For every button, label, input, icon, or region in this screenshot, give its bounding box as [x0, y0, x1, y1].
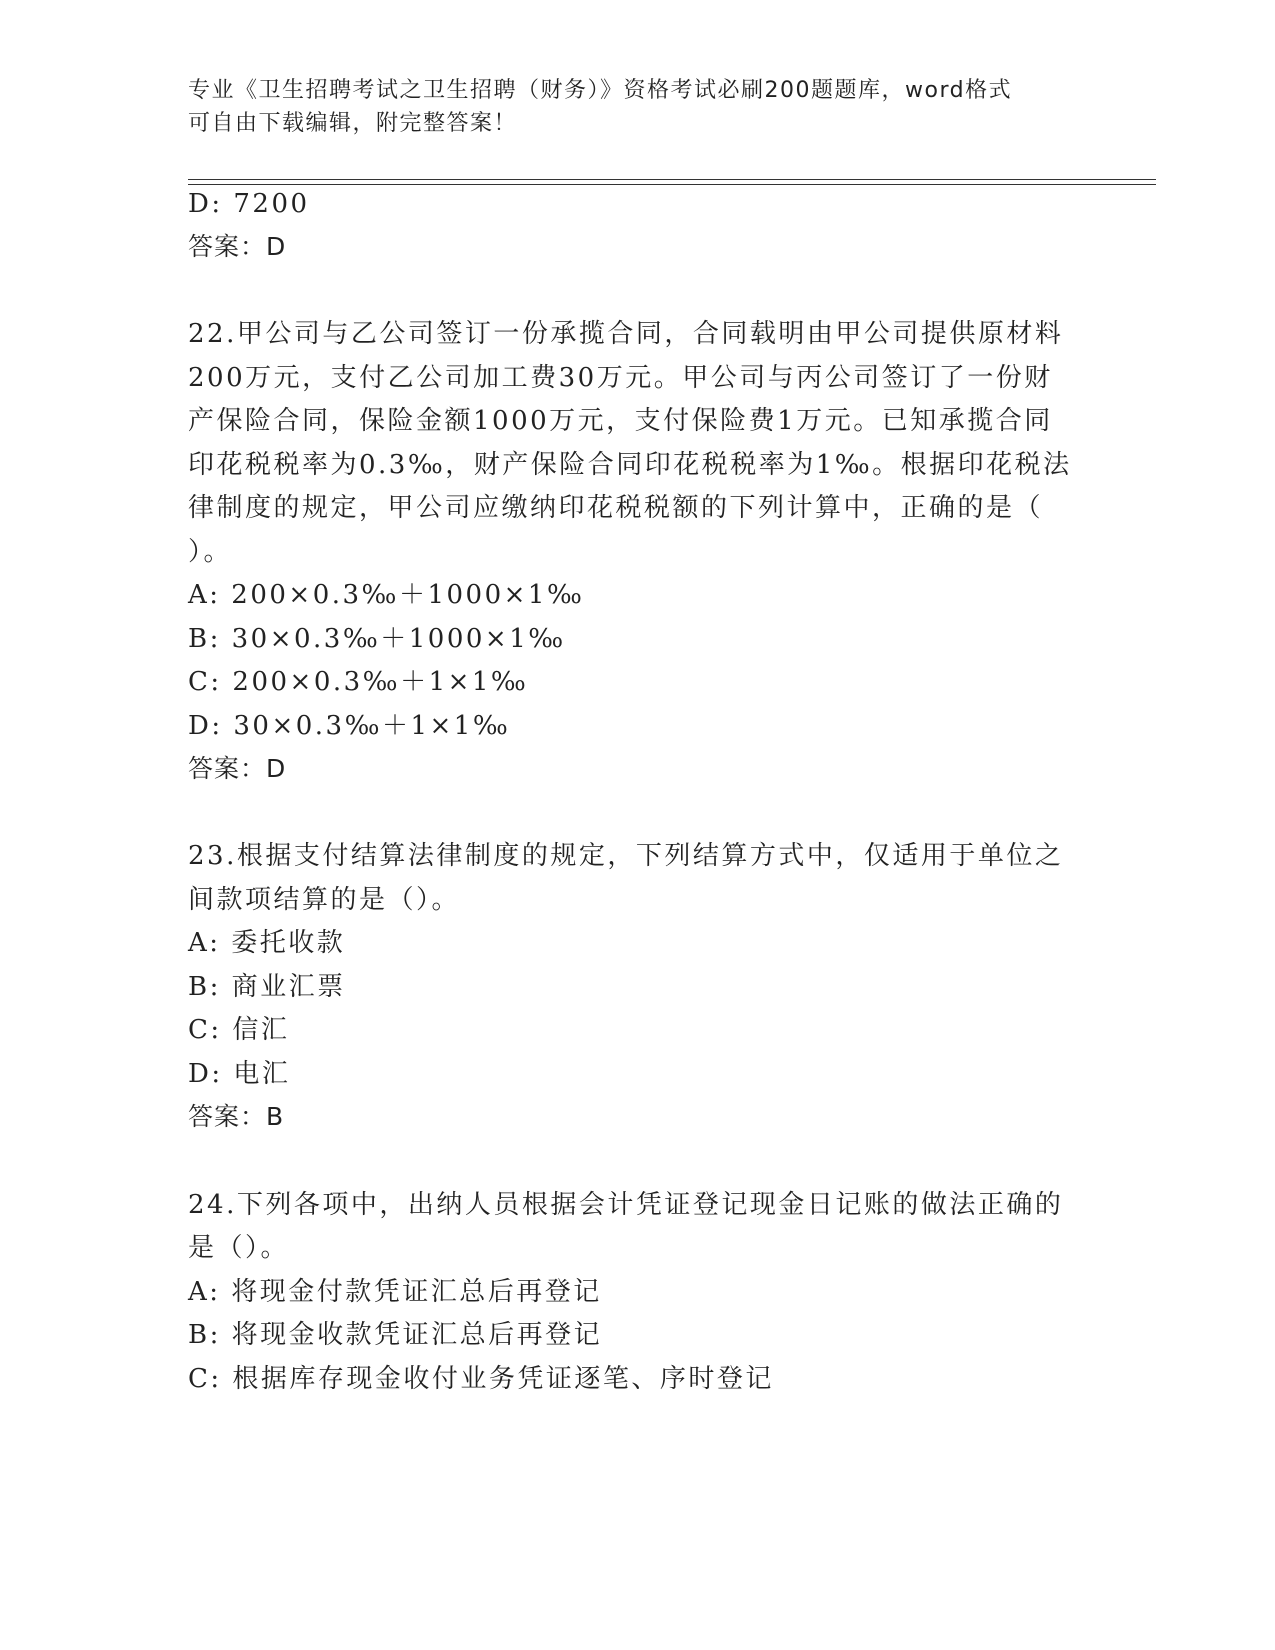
q23-option-d: D: 电汇	[188, 1059, 291, 1089]
q23-option-c: C: 信汇	[188, 1015, 290, 1045]
q22-line-3: 产保险合同，保险金额1000万元，支付保险费1万元。已知承揽合同	[188, 406, 1053, 436]
q24-option-a: A: 将现金付款凭证汇总后再登记	[188, 1277, 602, 1307]
header-rule-top	[188, 179, 1156, 180]
q24-option-c: C: 根据库存现金收付业务凭证逐笔、序时登记	[188, 1364, 774, 1394]
q23-option-b: B: 商业汇票	[188, 972, 346, 1002]
q23-line-2: 间款项结算的是（）。	[188, 885, 461, 915]
q23-option-a: A: 委托收款	[188, 928, 346, 958]
q22-line-4: 印花税税率为0.3‰，财产保险合同印花税税率为1‰。根据印花税法	[188, 450, 1072, 480]
prev-answer: 答案：D	[188, 232, 287, 261]
q23-answer: 答案：B	[188, 1102, 285, 1131]
header-title-line-1: 专业《卫生招聘考试之卫生招聘（财务）》资格考试必刷200题题库，word格式	[188, 78, 1013, 103]
q22-line-2: 200万元，支付乙公司加工费30万元。甲公司与丙公司签订了一份财	[188, 363, 1053, 393]
q24-line-1: 24.下列各项中，出纳人员根据会计凭证登记现金日记账的做法正确的	[188, 1190, 1064, 1220]
q22-option-d: D: 30×0.3‰＋1×1‰	[188, 711, 511, 741]
q22-line-6: ）。	[188, 537, 233, 567]
header-rule-bottom	[188, 184, 1156, 185]
q23-line-1: 23.根据支付结算法律制度的规定，下列结算方式中，仅适用于单位之	[188, 841, 1064, 871]
q22-line-1: 22.甲公司与乙公司签订一份承揽合同，合同载明由甲公司提供原材料	[188, 319, 1064, 349]
q22-answer: 答案：D	[188, 754, 287, 783]
document-header	[188, 74, 1068, 140]
q22-option-a: A: 200×0.3‰＋1000×1‰	[188, 580, 585, 610]
q24-option-b: B: 将现金收款凭证汇总后再登记	[188, 1320, 603, 1350]
header-title-line-2: 可自由下载编辑，附完整答案！	[188, 111, 518, 136]
q22-option-b: B: 30×0.3‰＋1000×1‰	[188, 624, 566, 654]
q22-line-5: 律制度的规定，甲公司应缴纳印花税税额的下列计算中，正确的是（	[188, 493, 1044, 523]
prev-option-d: D: 7200	[188, 189, 310, 219]
q24-line-2: 是（）。	[188, 1233, 290, 1263]
q22-option-c: C: 200×0.3‰＋1×1‰	[188, 667, 529, 697]
